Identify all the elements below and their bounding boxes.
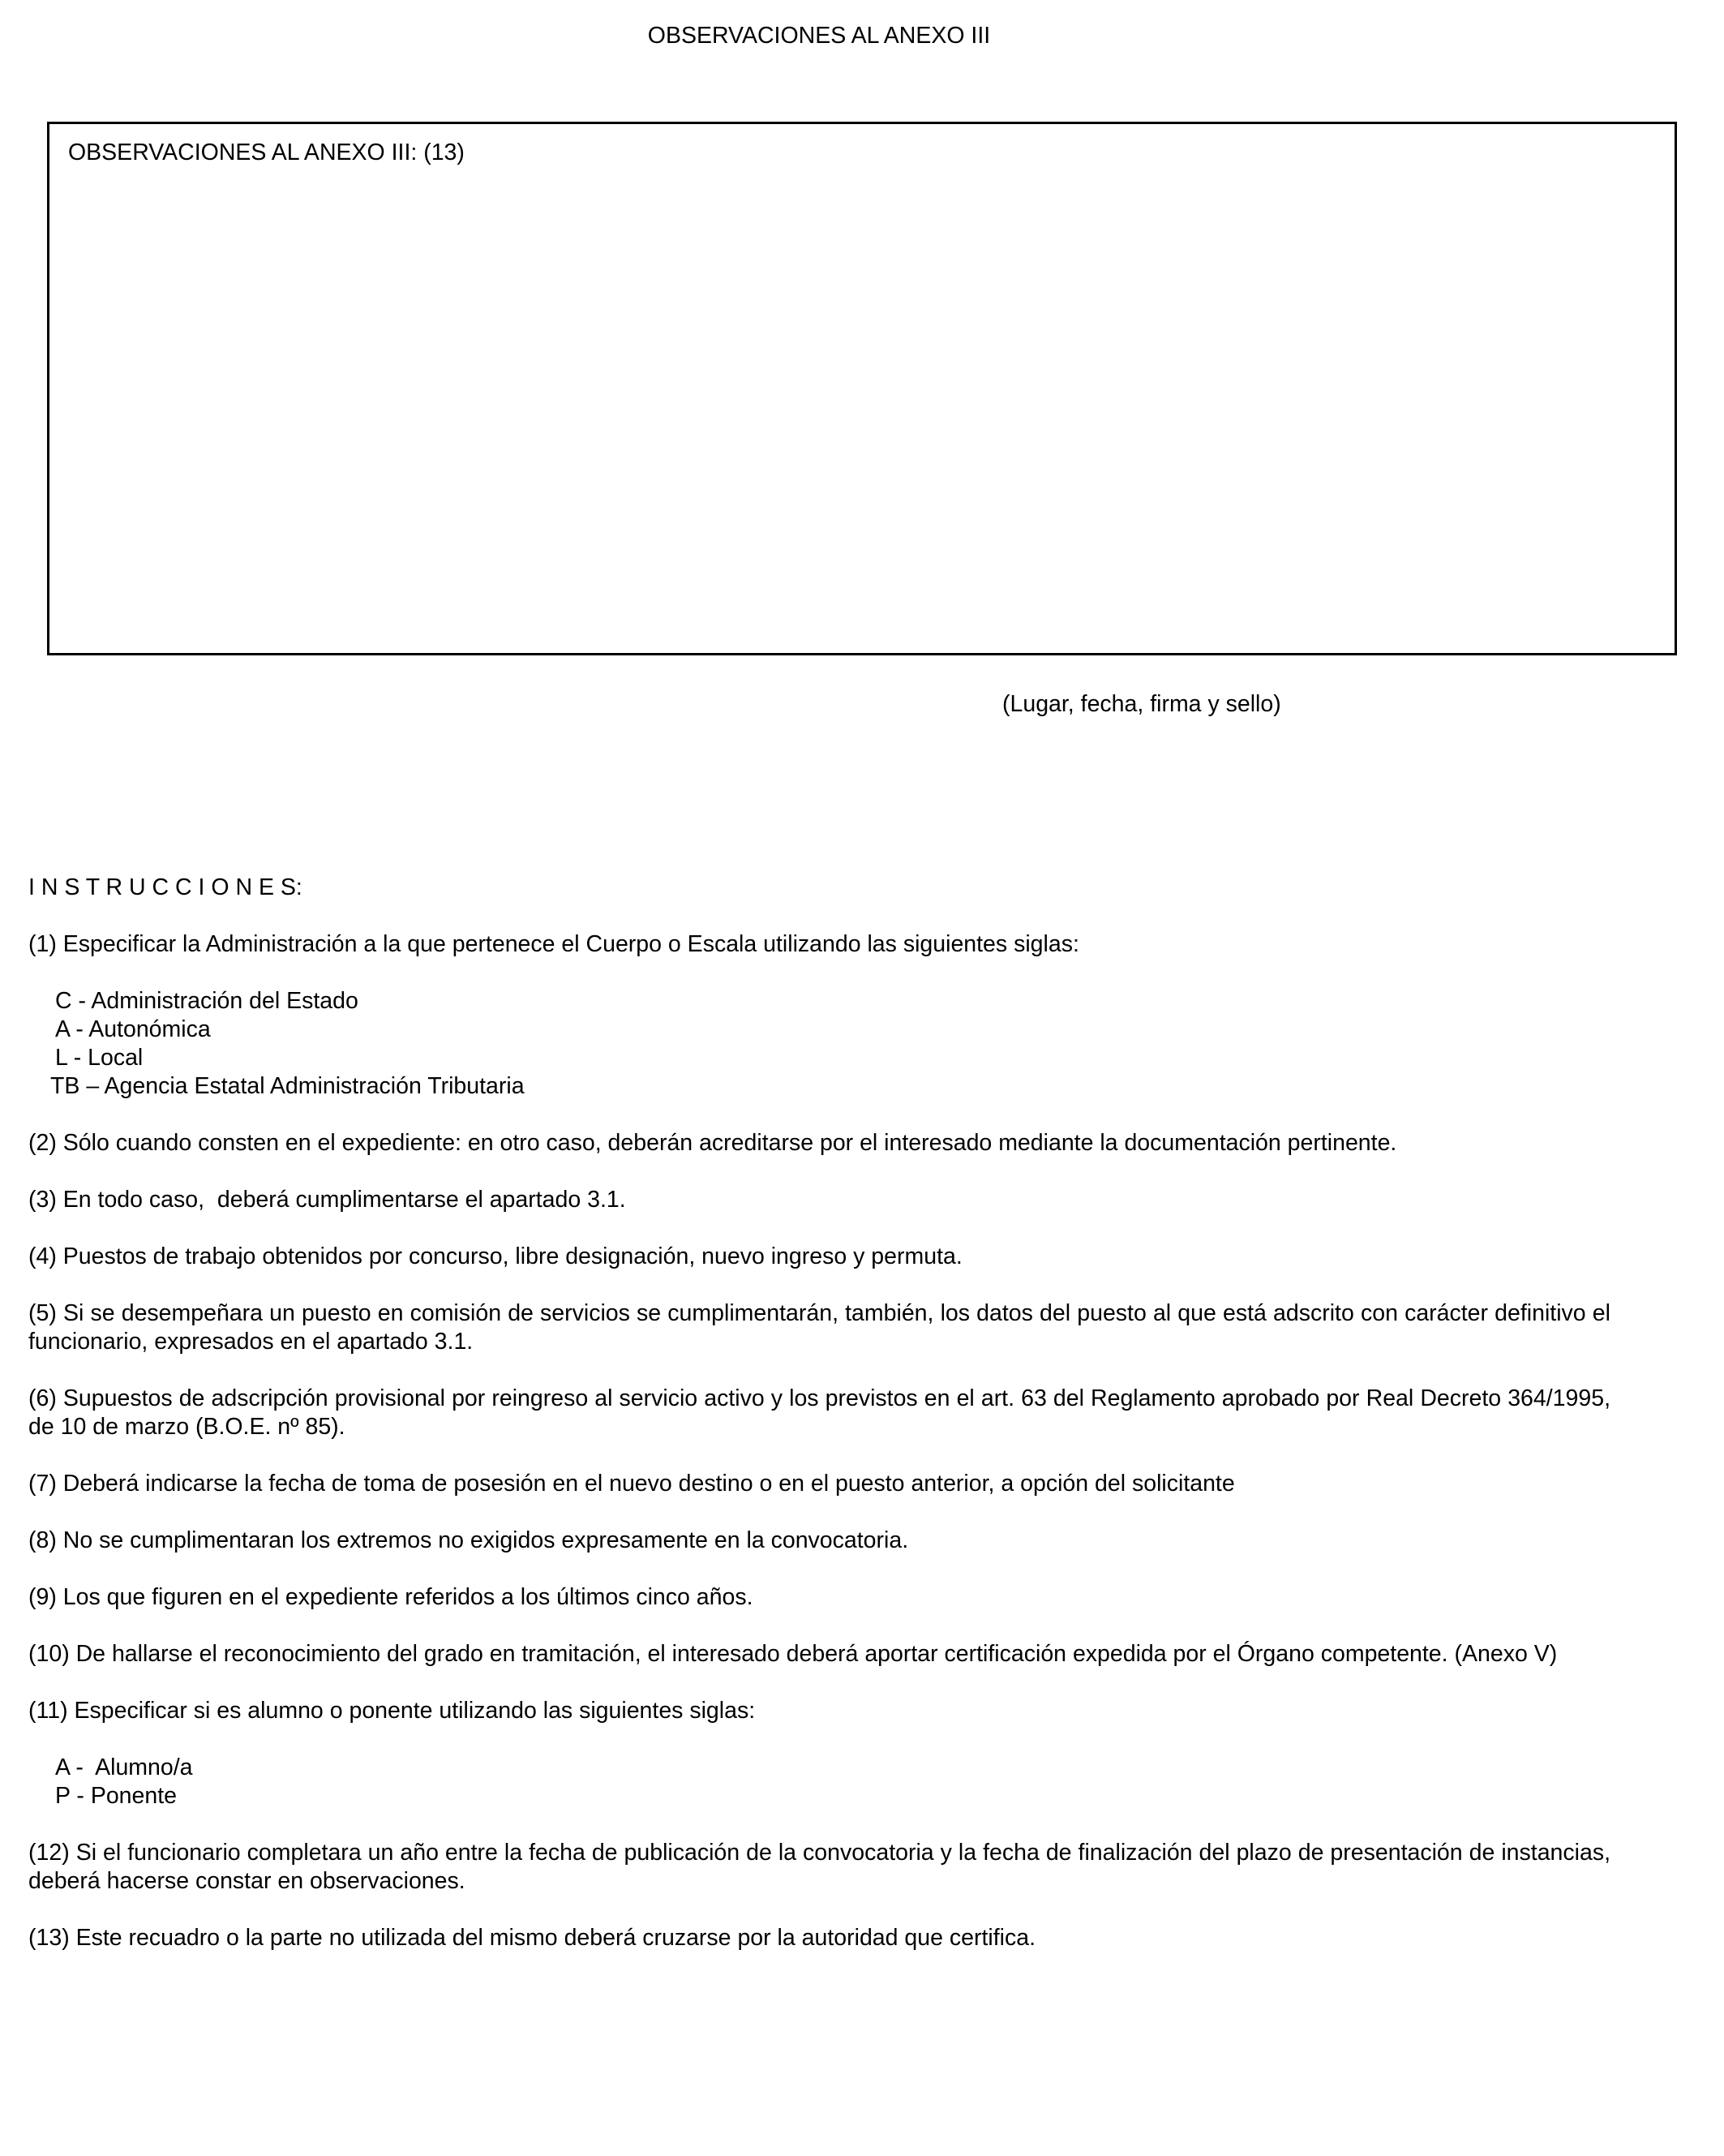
page-title: OBSERVACIONES AL ANEXO III [647,23,991,49]
instruction-11-options [28,1754,1610,1810]
instruction-item-13: (13) Este recuadro o la parte no utilizada del mismo deberá cruzarse por la autoridad que certifica. [28,1925,1036,1951]
instruction-item-5: (5) Si se desempeñara un puesto en comisión de servicios se cumplimentarán, también, los datos del puesto al que está adscrito con carácter definitivo el funcionario, expresados en el apartado 3.1. [28,1300,1610,1355]
instruction-item-12: (12) Si el funcionario completara un año entre la fecha de publicación de la convocatoria y la fecha de finalización del plazo de presentación de instancias, deberá hacerse constar en observaciones. [28,1840,1610,1894]
sigla-option-c: C - Administración del Estado [55,988,358,1014]
instruction-item-9: (9) Los que figuren en el expediente referidos a los últimos cinco años. [28,1584,753,1610]
signature-caption: (Lugar, fecha, firma y sello) [1002,691,1281,717]
observations-box[interactable] [47,122,1677,655]
sigla-option-l: L - Local [55,1045,144,1071]
instruction-item-10: (10) De hallarse el reconocimiento del grado en tramitación, el interesado deberá aportar certificación expedida por el Órgano competente. (Anexo V) [28,1641,1558,1667]
sigla-option-a: A - Autonómica [55,1016,211,1042]
sigla-option-alumno: A - Alumno/a [55,1754,193,1780]
instruction-item-7: (7) Deberá indicarse la fecha de toma de posesión en el nuevo destino o en el puesto anterior, a opción del solicitante [28,1471,1235,1497]
sigla-option-ponente: P - Ponente [55,1783,178,1809]
instruction-item-2: (2) Sólo cuando consten en el expediente: en otro caso, deberán acreditarse por el interesado mediante la documentación pertinente. [28,1130,1397,1156]
instruction-item-1: (1) Especificar la Administración a la que pertenece el Cuerpo o Escala utilizando las siguientes siglas: [28,931,1079,957]
sigla-option-tb: TB – Agencia Estatal Administración Tributaria [50,1073,525,1099]
observations-box-label: OBSERVACIONES AL ANEXO III: (13) [68,140,465,165]
instruction-item-6: (6) Supuestos de adscripción provisional por reingreso al servicio activo y los previstos en el art. 63 del Reglamento aprobado por Real Decreto 364/1995, de 10 de marzo (B.O.E. nº 85). [28,1385,1610,1440]
instruction-item-11: (11) Especificar si es alumno o ponente utilizando las siguientes siglas: [28,1698,756,1724]
instruction-item-3: (3) En todo caso, deberá cumplimentarse el apartado 3.1. [28,1187,626,1213]
instructions-heading: I N S T R U C C I O N E S: [28,874,302,900]
instruction-item-4: (4) Puestos de trabajo obtenidos por concurso, libre designación, nuevo ingreso y permuta. [28,1243,963,1269]
instruction-item-8: (8) No se cumplimentaran los extremos no exigidos expresamente en la convocatoria. [28,1527,909,1553]
instruction-1-options [28,987,1610,1101]
